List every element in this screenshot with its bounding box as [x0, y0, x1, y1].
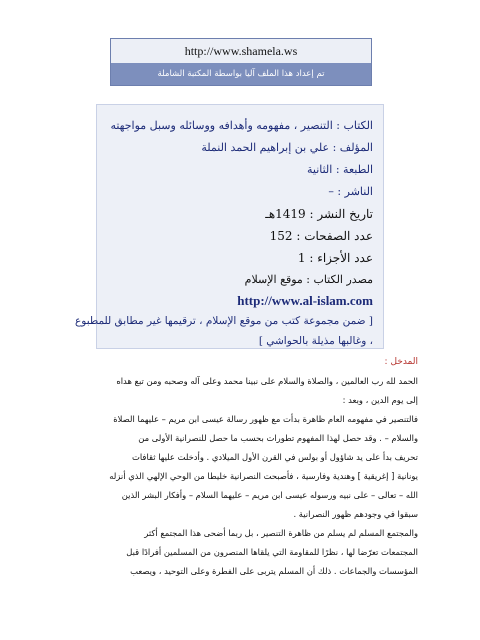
book-author: المؤلف : علي بن إبراهيم الحمد النملة — [201, 141, 373, 154]
body-line: المؤسسات والجماعات . ذلك أن المسلم يتربى على الفطرة وعلى التوحيد ، ويصعب — [130, 566, 418, 576]
body-text — [62, 353, 418, 581]
header-subtitle: تم إعداد هذا الملف آليا بواسطة المكتبة الشاملة — [111, 63, 371, 85]
page-count: عدد الصفحات : 152 — [269, 229, 373, 243]
body-line: الله – تعالى – على نبيه ورسوله عيسى ابن مريم – عليهما السلام – وأفكار البشر الذين — [121, 490, 418, 500]
source-link[interactable]: http://www.al-islam.com — [237, 293, 373, 308]
header-box — [110, 38, 372, 86]
publication-date: تاريخ النشر : 1419هـ — [265, 207, 373, 221]
body-line: يونانية [ إغريقية ] وهندية وفارسية ، فأصبحت النصرانية خليطا من الوحي الإلهي الذي أنزله — [109, 471, 418, 481]
book-metadata-box — [75, 104, 384, 349]
body-line: فالتنصير في مفهومه العام ظاهرة بدأت مع ظهور رسالة عيسى ابن مريم – عليهما الصلاة — [113, 414, 418, 424]
body-line: إلى يوم الدين ، وبعد : — [342, 395, 418, 405]
body-line: والمجتمع المسلم لم يسلم من ظاهرة التنصير ، بل ربما أضحى هذا المجتمع أكثر — [144, 528, 418, 538]
part-count: عدد الأجزاء : 1 — [297, 251, 373, 265]
body-line: تحريف بدأ على يد شاؤول أو بولس في القرن الأول الميلادي . وأدخلت عليها ثقافات — [132, 452, 418, 462]
book-source: مصدر الكتاب : موقع الإسلام — [244, 273, 373, 286]
body-line: المجتمعات تعرّضا لها ، نظرًا للمقاومة التي يلقاها المنصرون من المسلمين أفرادًا قبل — [126, 547, 418, 557]
source-note-line-2: ، وغالبها مذيلة بالحواشي ] — [258, 335, 373, 347]
intro-heading: المدخل : — [384, 357, 418, 367]
book-publisher: الناشر : – — [328, 185, 373, 198]
source-note-line-1: [ ضمن مجموعة كتب من موقع الإسلام ، ترقيمها غير مطابق للمطبوع — [75, 315, 373, 327]
book-edition: الطبعة : الثانية — [306, 163, 373, 176]
body-line: سبقوا في وجودهم ظهور النصرانية . — [293, 509, 418, 519]
body-line: والسلام – . وقد حصل لهذا المفهوم تطورات بحسب ما حصل للنصرانية الأولى من — [138, 433, 418, 443]
body-line: الحمد لله رب العالمين ، والصلاة والسلام على نبينا محمد وعلى آله وصحبه ومن تبع هداه — [116, 376, 418, 386]
book-title: الكتاب : التنصير ، مفهومه وأهدافه ووسائله وسبل مواجهته — [110, 119, 373, 132]
header-url[interactable]: http://www.shamela.ws — [111, 39, 371, 63]
